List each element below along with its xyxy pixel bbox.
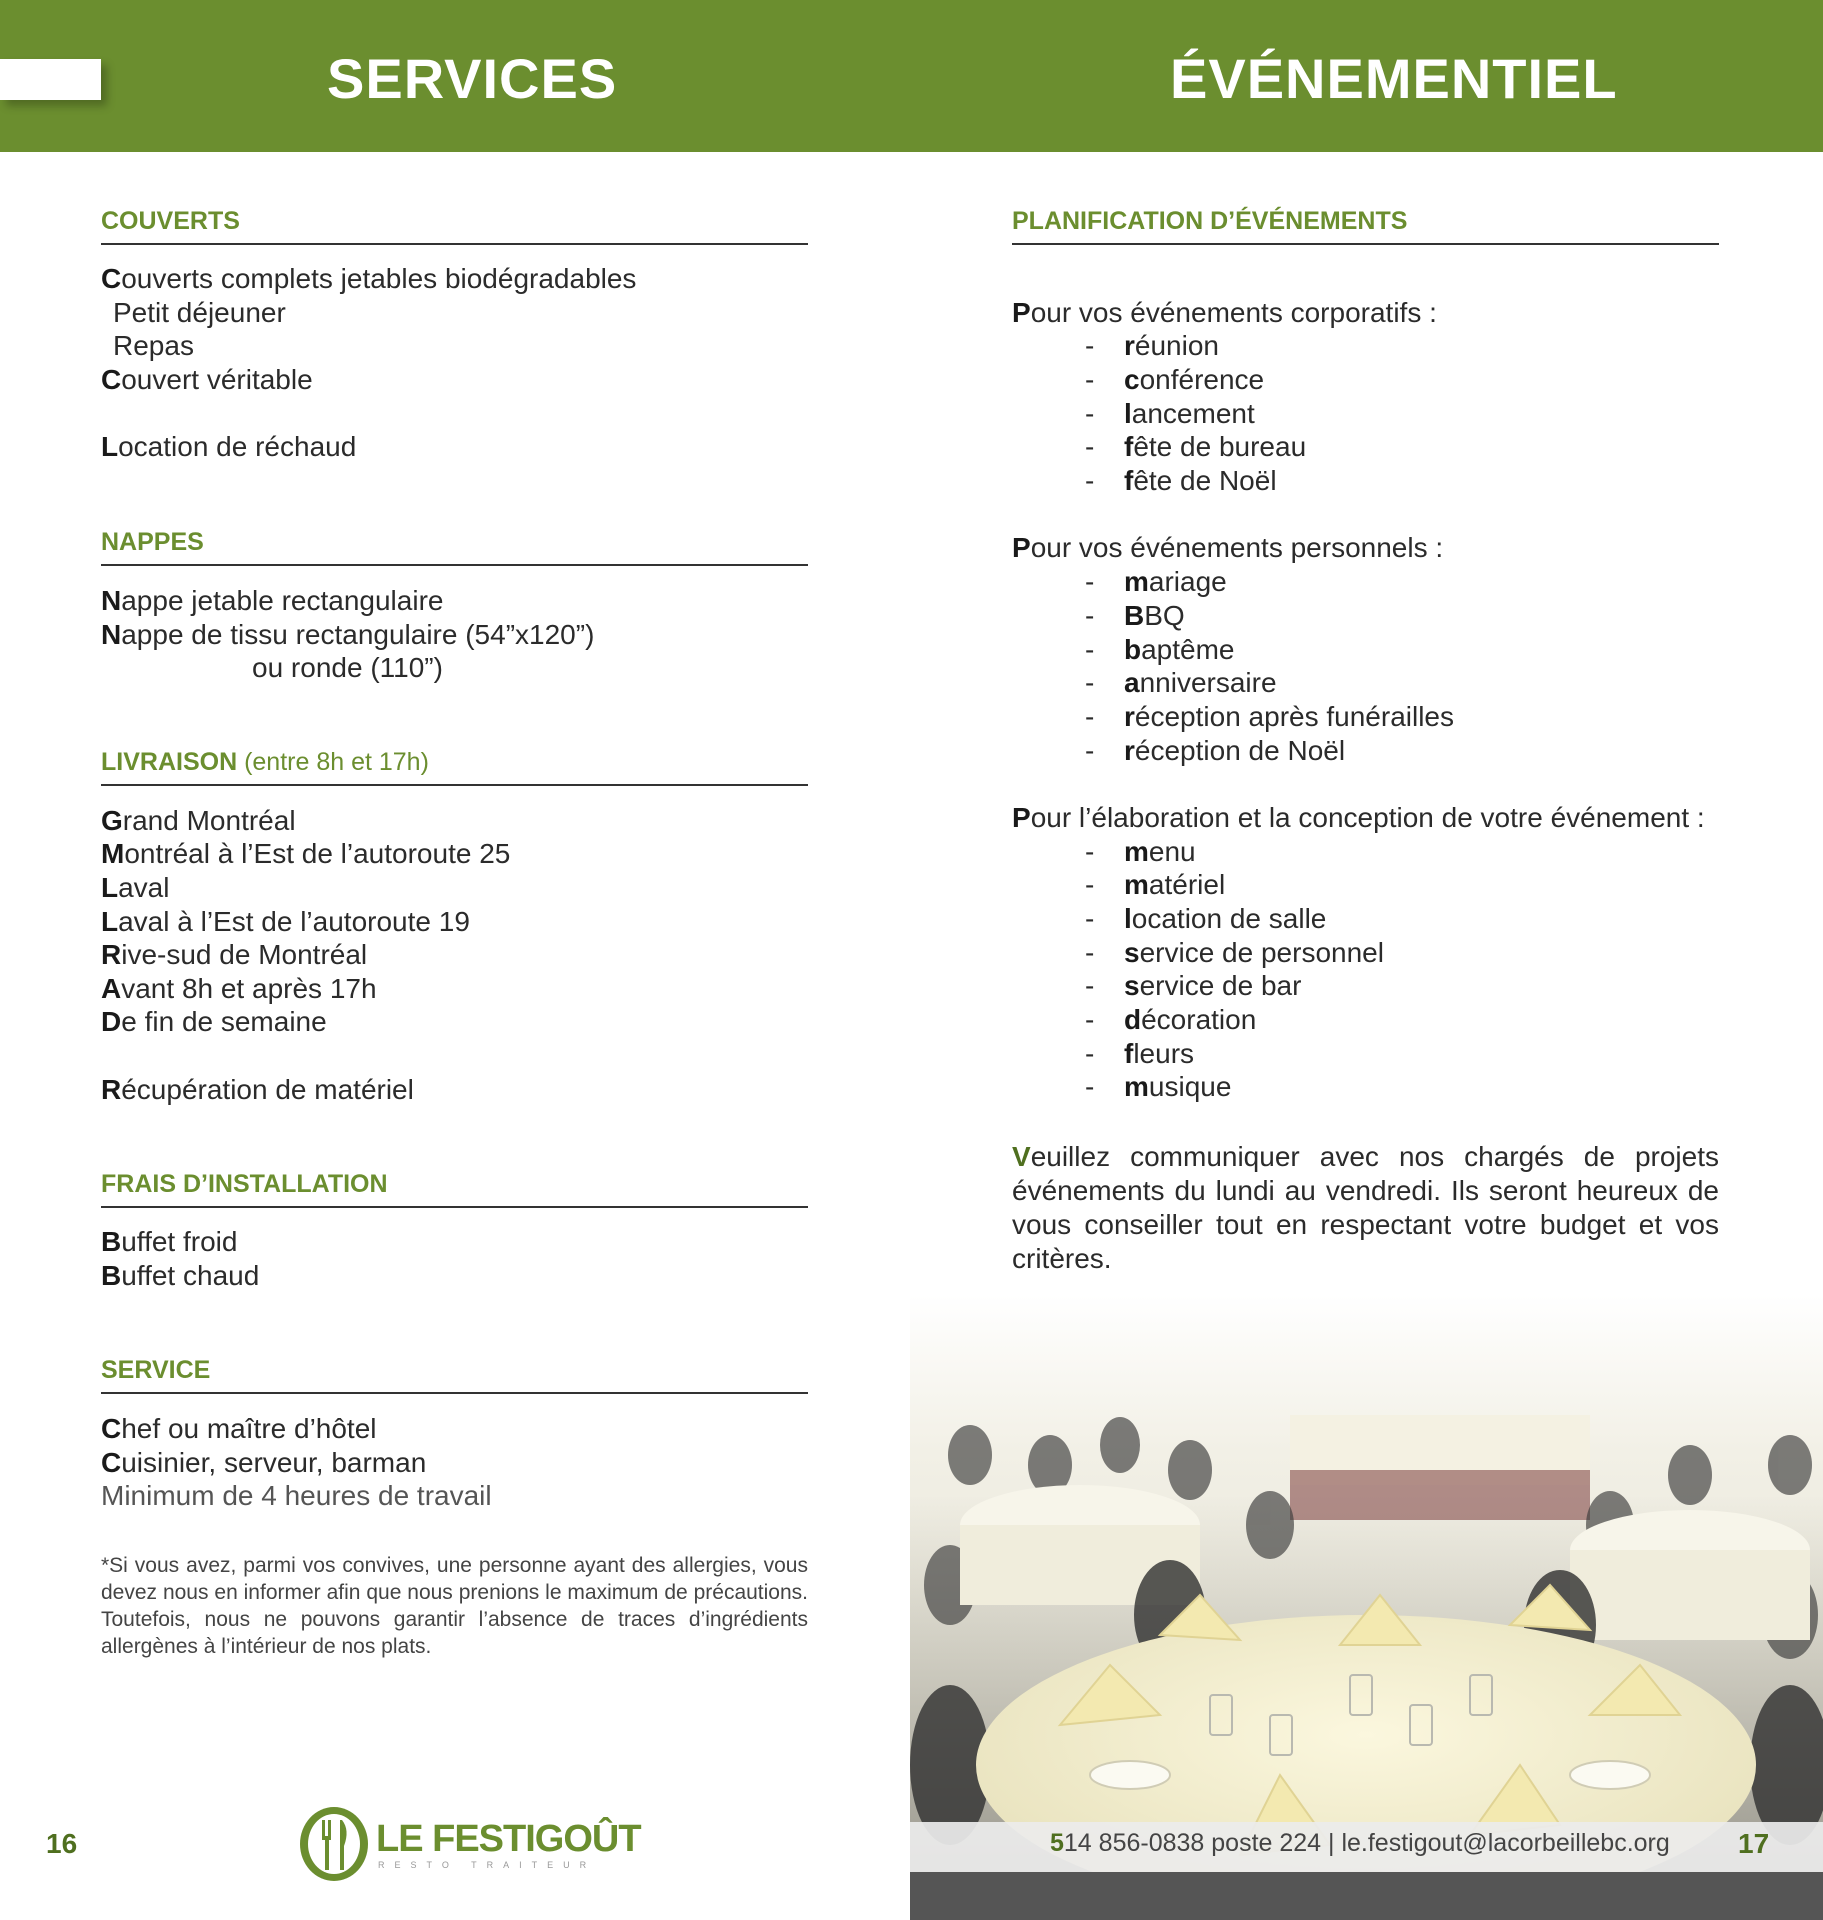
logo-fork-knife-icon [298, 1806, 370, 1882]
list-item: Cuisinier, serveur, barman [101, 1447, 427, 1478]
list-item: Petit déjeuner [113, 297, 286, 328]
list-item: Laval [101, 872, 170, 903]
allergy-note: *Si vous avez, parmi vos convives, une personne ayant des allergies, vous devez nous en informer afin que nous prenions le maximum de précautions. Toutefois, nous ne pouvons garantir l’absence de traces d’ingrédients allergènes à l’intérieur de nos plats. [101, 1554, 808, 1658]
list-item: Rive-sud de Montréal [101, 939, 368, 970]
section-divider [101, 784, 808, 786]
section-divider [1012, 243, 1719, 245]
service-minimum: Minimum de 4 heures de travail [101, 1480, 492, 1511]
list-item: Repas [113, 330, 194, 361]
group-intro-elaboration: Pour l’élaboration et la conception de votre événement : [1012, 802, 1705, 833]
list-item: Récupération de matériel [101, 1074, 414, 1105]
page-title-services: SERVICES [327, 47, 618, 110]
section-title-service: SERVICE [101, 1356, 211, 1384]
list-item: Buffet froid [101, 1226, 238, 1257]
header-tab-decoration [0, 59, 101, 100]
section-title-nappes: NAPPES [101, 528, 204, 556]
list-item: Couvert véritable [101, 364, 313, 395]
list-item: De fin de semaine [101, 1006, 327, 1037]
header-bar [0, 0, 1823, 152]
list-item: Nappe de tissu rectangulaire (54”x120”) [101, 619, 595, 650]
list-item: Chef ou maître d’hôtel [101, 1413, 377, 1444]
section-title-planification: PLANIFICATION D’ÉVÉNEMENTS [1012, 207, 1408, 235]
list-item: Location de réchaud [101, 431, 357, 462]
list-item: Laval à l’Est de l’autoroute 19 [101, 906, 470, 937]
section-divider [101, 1392, 808, 1394]
list-item: Couverts complets jetables biodégradables [101, 263, 637, 294]
bottom-strip [910, 1872, 1823, 1920]
group-intro-personnels: Pour vos événements personnels : [1012, 532, 1444, 563]
page-number-right: 17 [1738, 1828, 1770, 1859]
list-item: Montréal à l’Est de l’autoroute 25 [101, 838, 511, 869]
list-item: Grand Montréal [101, 805, 296, 836]
page-title-evenementiel: ÉVÉNEMENTIEL [1170, 47, 1618, 110]
group-intro-corporatifs: Pour vos événements corporatifs : [1012, 297, 1437, 328]
section-divider [101, 243, 808, 245]
section-title-couverts: COUVERTS [101, 207, 240, 235]
page-number-left: 16 [46, 1828, 78, 1859]
section-title-frais: FRAIS D’INSTALLATION [101, 1170, 388, 1198]
logo-text: LE FESTIGOÛT [376, 1818, 641, 1860]
list-item: Avant 8h et après 17h [101, 973, 377, 1004]
list-item: ou ronde (110”) [252, 652, 443, 683]
closing-paragraph: Veuillez communiquer avec nos chargés de projets événements du lundi au vendredi. Ils seront heureux de vous conseiller tout en respectant votre budget et vos critères. [1012, 1141, 1719, 1274]
section-title-livraison: LIVRAISON (entre 8h et 17h) [101, 748, 429, 776]
logo-subtext: RESTO TRAITEUR [378, 1860, 597, 1870]
festigout-logo [298, 1806, 641, 1882]
list-item: Nappe jetable rectangulaire [101, 585, 444, 616]
section-divider [101, 1206, 808, 1208]
contact-info: 514 856-0838 poste 224 | le.festigout@lacorbeillebc.org [1050, 1829, 1670, 1857]
list-item: Buffet chaud [101, 1260, 260, 1291]
section-divider [101, 564, 808, 566]
